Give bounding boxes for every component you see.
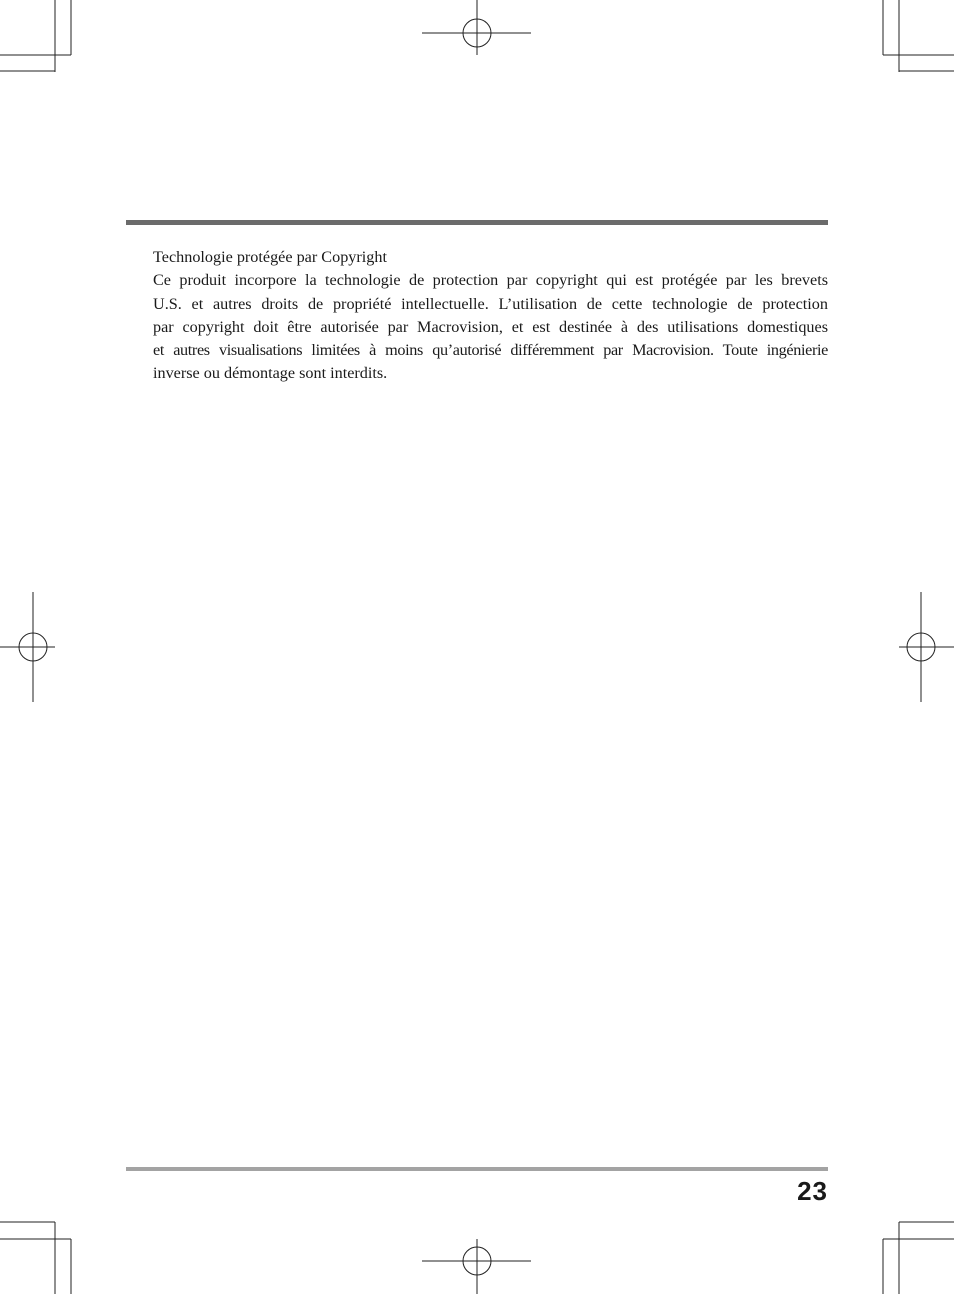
body-line: par copyright doit être autorisée par Macrovision, et est destinée à des utilisations domestiques <box>153 317 828 336</box>
body-line: U.S. et autres droits de propriété intellectuelle. L’utilisation de cette technologie de protection <box>153 294 828 313</box>
bottom-rule <box>126 1167 828 1171</box>
body-line: et autres visualisations limitées à moins qu’autorisé différemment par Macrovision. Toute ingénierie <box>153 341 828 360</box>
notice-body <box>153 269 828 385</box>
copyright-notice <box>153 246 828 386</box>
notice-heading: Technologie protégée par Copyright <box>153 248 387 266</box>
top-rule <box>126 220 828 225</box>
body-line: Ce produit incorpore la technologie de protection par copyright qui est protégée par les brevets <box>153 271 828 290</box>
body-line: inverse ou démontage sont interdits. <box>153 364 388 383</box>
page-number: 23 <box>797 1176 828 1206</box>
